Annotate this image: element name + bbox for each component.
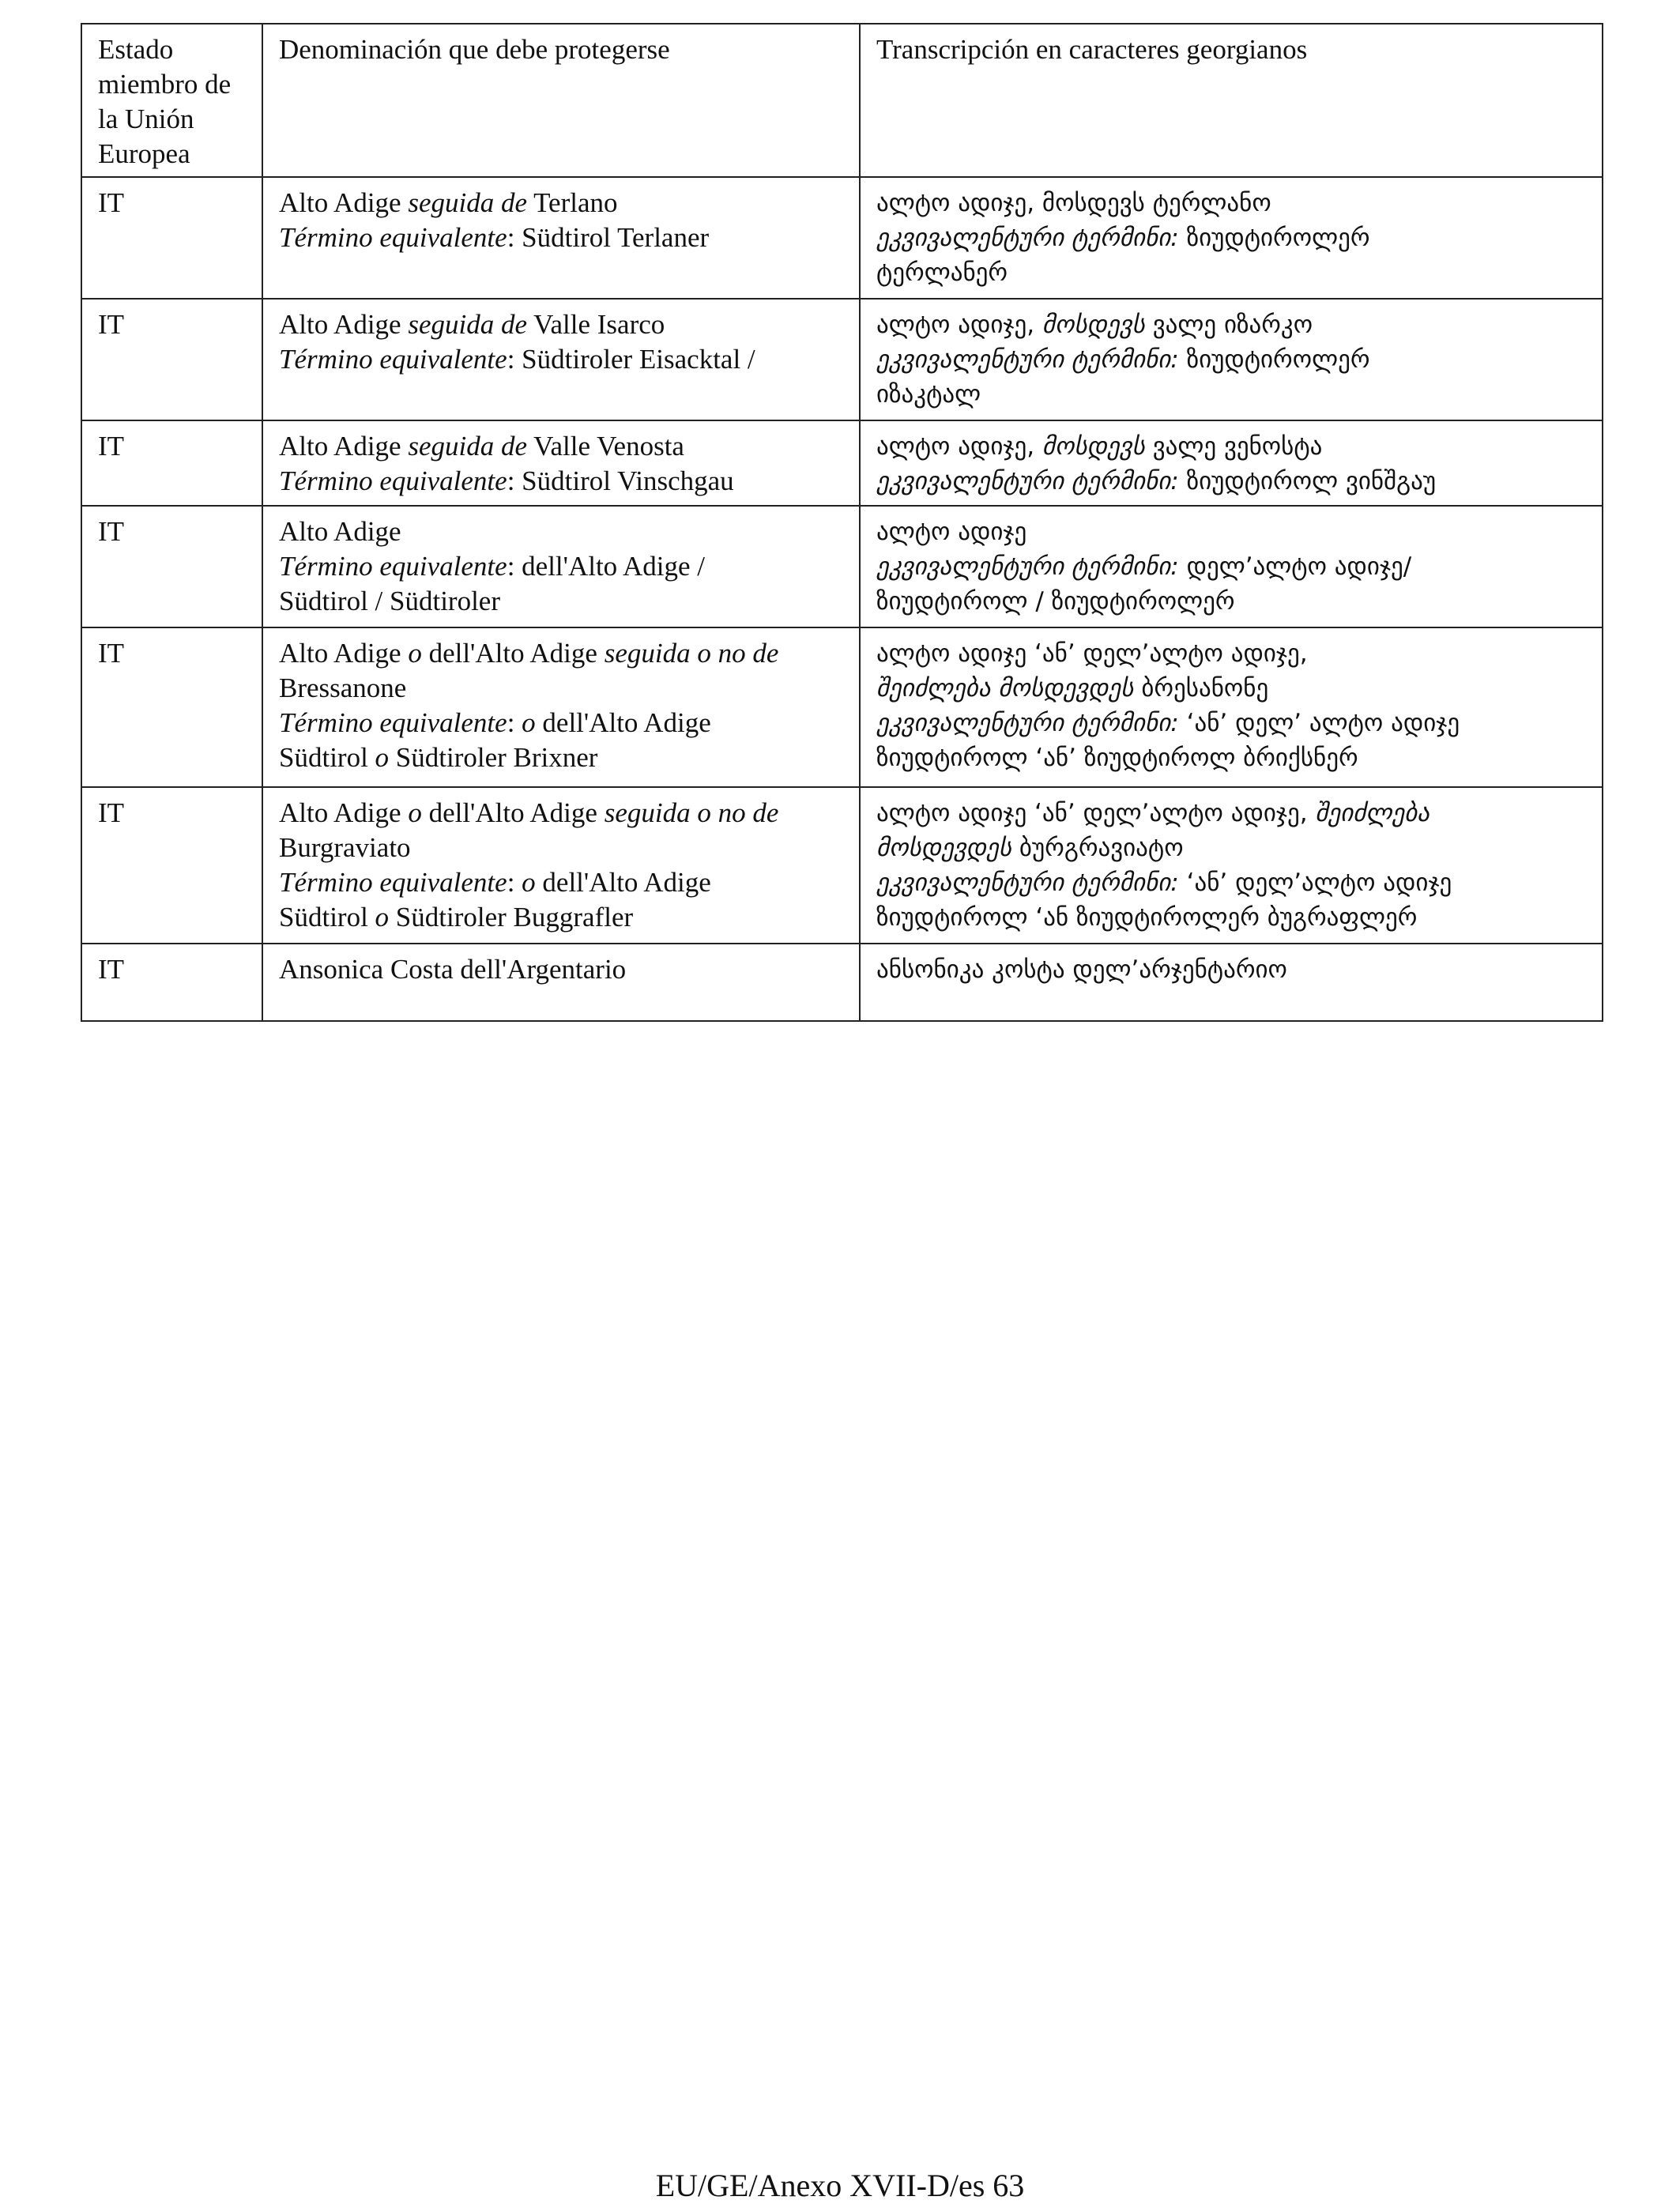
cell-denomination-line bbox=[279, 342, 843, 377]
text: : Südtirol Terlaner bbox=[507, 222, 710, 253]
text: Südtirol bbox=[279, 742, 375, 773]
table-row bbox=[81, 627, 1603, 787]
cell-member-state bbox=[81, 420, 262, 506]
cell-georgian-transcription-line bbox=[876, 865, 1586, 900]
table-row bbox=[81, 506, 1603, 627]
cell-denomination-line bbox=[279, 514, 843, 549]
header-transcription-label: Transcripción en caracteres georgianos bbox=[876, 34, 1308, 65]
text: Südtiroler Brixner bbox=[389, 742, 598, 773]
cell-georgian-transcription-line bbox=[876, 514, 1586, 549]
italic-text: Término equivalente bbox=[279, 222, 507, 253]
cell-denomination-line bbox=[279, 865, 843, 900]
cell-georgian-transcription-line bbox=[876, 255, 1586, 290]
text: ვალე ვენოსტა bbox=[1144, 432, 1323, 461]
cell-georgian-transcription bbox=[860, 299, 1603, 420]
cell-georgian-transcription-line bbox=[876, 342, 1586, 377]
italic-text: ეკვივალენტური ტერმინი: bbox=[876, 467, 1179, 495]
cell-member-state bbox=[81, 177, 262, 299]
cell-georgian-transcription-line bbox=[876, 549, 1586, 584]
member-state-code: IT bbox=[98, 187, 125, 218]
italic-text: seguida o no de bbox=[604, 797, 779, 828]
cell-denomination-line bbox=[279, 186, 843, 220]
cell-georgian-transcription-line bbox=[876, 952, 1586, 987]
header-member-state-line: miembro de bbox=[98, 69, 232, 100]
cell-georgian-transcription-line bbox=[876, 220, 1586, 255]
text: Südtirol / Südtiroler bbox=[279, 586, 500, 616]
cell-georgian-transcription-line bbox=[876, 740, 1586, 775]
text: Alto Adige bbox=[279, 187, 409, 218]
member-state-code: IT bbox=[98, 638, 125, 669]
italic-text: seguida de bbox=[408, 187, 527, 218]
italic-text: seguida de bbox=[408, 309, 527, 340]
cell-georgian-transcription-line bbox=[876, 706, 1586, 740]
text: ბურგრავიატო bbox=[1011, 834, 1184, 862]
text: : bbox=[507, 867, 522, 898]
cell-member-state bbox=[81, 944, 262, 1021]
cell-denomination bbox=[262, 627, 860, 787]
text: Alto Adige bbox=[279, 431, 409, 462]
cell-denomination bbox=[262, 299, 860, 420]
text: ალტო ადიჯე, bbox=[876, 311, 1042, 339]
header-member-state-line: Estado bbox=[98, 34, 174, 65]
italic-text: ეკვივალენტური ტერმინი: bbox=[876, 345, 1179, 374]
italic-text: o bbox=[522, 867, 536, 898]
text: Südtirol bbox=[279, 902, 375, 932]
text: dell'Alto Adige bbox=[535, 867, 711, 898]
cell-denomination-line bbox=[279, 796, 843, 831]
cell-member-state bbox=[81, 627, 262, 787]
cell-georgian-transcription bbox=[860, 944, 1603, 1021]
header-denomination bbox=[262, 24, 860, 177]
text: ზიუდტიროლერ bbox=[1178, 224, 1370, 252]
text: ტერლანერ bbox=[876, 258, 1008, 287]
cell-georgian-transcription bbox=[860, 627, 1603, 787]
cell-denomination-line bbox=[279, 636, 843, 671]
text: დელ’ალტო ადიჯე/ bbox=[1178, 552, 1412, 581]
text: ბრესანონე bbox=[1133, 674, 1269, 703]
text: იზაკტალ bbox=[876, 380, 981, 409]
member-state-code: IT bbox=[98, 797, 125, 828]
text: ალტო ადიჯე ‘ან’ დელ’ალტო ადიჯე, bbox=[876, 639, 1308, 668]
cell-denomination bbox=[262, 177, 860, 299]
italic-text: o bbox=[522, 707, 536, 738]
table-row bbox=[81, 944, 1603, 1021]
cell-denomination-line bbox=[279, 307, 843, 342]
cell-denomination-line bbox=[279, 429, 843, 464]
member-state-code: IT bbox=[98, 954, 125, 985]
text: ალტო ადიჯე bbox=[876, 518, 1027, 546]
text: ‘ან’ დელ’ალტო ადიჯე bbox=[1178, 868, 1452, 897]
cell-denomination-line bbox=[279, 584, 843, 619]
cell-member-state bbox=[81, 506, 262, 627]
italic-text: Término equivalente bbox=[279, 707, 507, 738]
text: ალტო ადიჯე, მოსდევს ტერლანო bbox=[876, 189, 1271, 217]
page-footer-reference: EU/GE/Anexo XVII-D/es 63 bbox=[655, 2168, 1025, 2203]
text: : Südtiroler Eisacktal / bbox=[507, 344, 755, 375]
italic-text: ეკვივალენტური ტერმინი: bbox=[876, 224, 1179, 252]
cell-denomination-line bbox=[279, 831, 843, 865]
text: ანსონიკა კოსტა დელ’არჯენტარიო bbox=[876, 955, 1287, 984]
header-member-state bbox=[81, 24, 262, 177]
member-state-code: IT bbox=[98, 309, 125, 340]
text: Valle Isarco bbox=[527, 309, 665, 340]
italic-text: Término equivalente bbox=[279, 465, 507, 496]
cell-georgian-transcription bbox=[860, 787, 1603, 944]
text: ზიუდტიროლ ‘ან’ ზიუდტიროლ ბრიქსნერ bbox=[876, 744, 1358, 772]
text: Terlano bbox=[527, 187, 618, 218]
text: ზიუდტიროლერ bbox=[1178, 345, 1370, 374]
italic-text: მოსდევს bbox=[1042, 432, 1145, 461]
text: Bressanone bbox=[279, 673, 407, 703]
text: Alto Adige bbox=[279, 797, 409, 828]
italic-text: o bbox=[408, 638, 422, 669]
italic-text: o bbox=[408, 797, 422, 828]
italic-text: ეკვივალენტური ტერმინი: bbox=[876, 868, 1179, 897]
text: ვალე იზარკო bbox=[1144, 311, 1313, 339]
text: : Südtirol Vinschgau bbox=[507, 465, 734, 496]
cell-denomination-line bbox=[279, 220, 843, 255]
italic-text: მოსდევს bbox=[1042, 311, 1145, 339]
italic-text: შეიძლება მოსდევდეს bbox=[876, 674, 1134, 703]
italic-text: Término equivalente bbox=[279, 344, 507, 375]
cell-member-state bbox=[81, 787, 262, 944]
cell-georgian-transcription bbox=[860, 177, 1603, 299]
text: : dell'Alto Adige / bbox=[507, 551, 706, 582]
text: ზიუდტიროლ ვინშგაუ bbox=[1178, 467, 1437, 495]
table-row bbox=[81, 177, 1603, 299]
cell-georgian-transcription-line bbox=[876, 796, 1586, 831]
cell-georgian-transcription-line bbox=[876, 186, 1586, 220]
text: ‘ან’ დელ’ ალტო ადიჯე bbox=[1178, 709, 1460, 737]
cell-denomination-line bbox=[279, 464, 843, 499]
cell-member-state bbox=[81, 299, 262, 420]
member-state-code: IT bbox=[98, 431, 125, 462]
table-header-row bbox=[81, 24, 1603, 177]
italic-text: შეიძლება bbox=[1315, 799, 1430, 827]
text: dell'Alto Adige bbox=[421, 638, 605, 669]
cell-georgian-transcription-line bbox=[876, 307, 1586, 342]
cell-denomination-line bbox=[279, 952, 843, 987]
italic-text: o bbox=[375, 742, 390, 773]
text: Valle Venosta bbox=[527, 431, 684, 462]
italic-text: ეკვივალენტური ტერმინი: bbox=[876, 552, 1179, 581]
text: Alto Adige bbox=[279, 309, 409, 340]
cell-georgian-transcription-line bbox=[876, 429, 1586, 464]
cell-denomination bbox=[262, 420, 860, 506]
italic-text: seguida de bbox=[408, 431, 527, 462]
cell-georgian-transcription-line bbox=[876, 900, 1586, 935]
cell-denomination-line bbox=[279, 740, 843, 775]
text: Ansonica Costa dell'Argentario bbox=[279, 954, 627, 985]
cell-denomination-line bbox=[279, 900, 843, 935]
cell-georgian-transcription-line bbox=[876, 831, 1586, 865]
italic-text: Término equivalente bbox=[279, 551, 507, 582]
text: Südtiroler Buggrafler bbox=[389, 902, 634, 932]
table-row bbox=[81, 299, 1603, 420]
text: ალტო ადიჯე, bbox=[876, 432, 1042, 461]
table-row bbox=[81, 420, 1603, 506]
cell-georgian-transcription-line bbox=[876, 671, 1586, 706]
text: ზიუდტიროლ ‘ან ზიუდტიროლერ ბუგრაფლერ bbox=[876, 903, 1418, 932]
header-denomination-label: Denominación que debe protegerse bbox=[279, 34, 670, 65]
cell-georgian-transcription-line bbox=[876, 636, 1586, 671]
text: ზიუდტიროლ / ზიუდტიროლერ bbox=[876, 587, 1235, 616]
text: Alto Adige bbox=[279, 516, 401, 547]
italic-text: ეკვივალენტური ტერმინი: bbox=[876, 709, 1179, 737]
member-state-code: IT bbox=[98, 516, 125, 547]
protected-names-table bbox=[81, 23, 1603, 1022]
cell-georgian-transcription-line bbox=[876, 377, 1586, 412]
cell-denomination-line bbox=[279, 706, 843, 740]
table-row bbox=[81, 787, 1603, 944]
italic-text: seguida o no de bbox=[604, 638, 779, 669]
header-member-state-line: la Unión bbox=[98, 104, 194, 134]
text: Burgraviato bbox=[279, 832, 411, 863]
header-transcription bbox=[860, 24, 1603, 177]
italic-text: მოსდევდეს bbox=[876, 834, 1012, 862]
italic-text: o bbox=[375, 902, 390, 932]
cell-denomination-line bbox=[279, 549, 843, 584]
cell-georgian-transcription bbox=[860, 420, 1603, 506]
cell-georgian-transcription-line bbox=[876, 464, 1586, 499]
text: Alto Adige bbox=[279, 638, 409, 669]
text: : bbox=[507, 707, 522, 738]
cell-denomination-line bbox=[279, 671, 843, 706]
cell-georgian-transcription-line bbox=[876, 584, 1586, 619]
text: dell'Alto Adige bbox=[421, 797, 605, 828]
header-member-state-line: Europea bbox=[98, 138, 190, 169]
text: dell'Alto Adige bbox=[535, 707, 711, 738]
cell-denomination bbox=[262, 944, 860, 1021]
italic-text: Término equivalente bbox=[279, 867, 507, 898]
cell-georgian-transcription bbox=[860, 506, 1603, 627]
text: ალტო ადიჯე ‘ან’ დელ’ალტო ადიჯე, bbox=[876, 799, 1316, 827]
cell-denomination bbox=[262, 787, 860, 944]
cell-denomination bbox=[262, 506, 860, 627]
